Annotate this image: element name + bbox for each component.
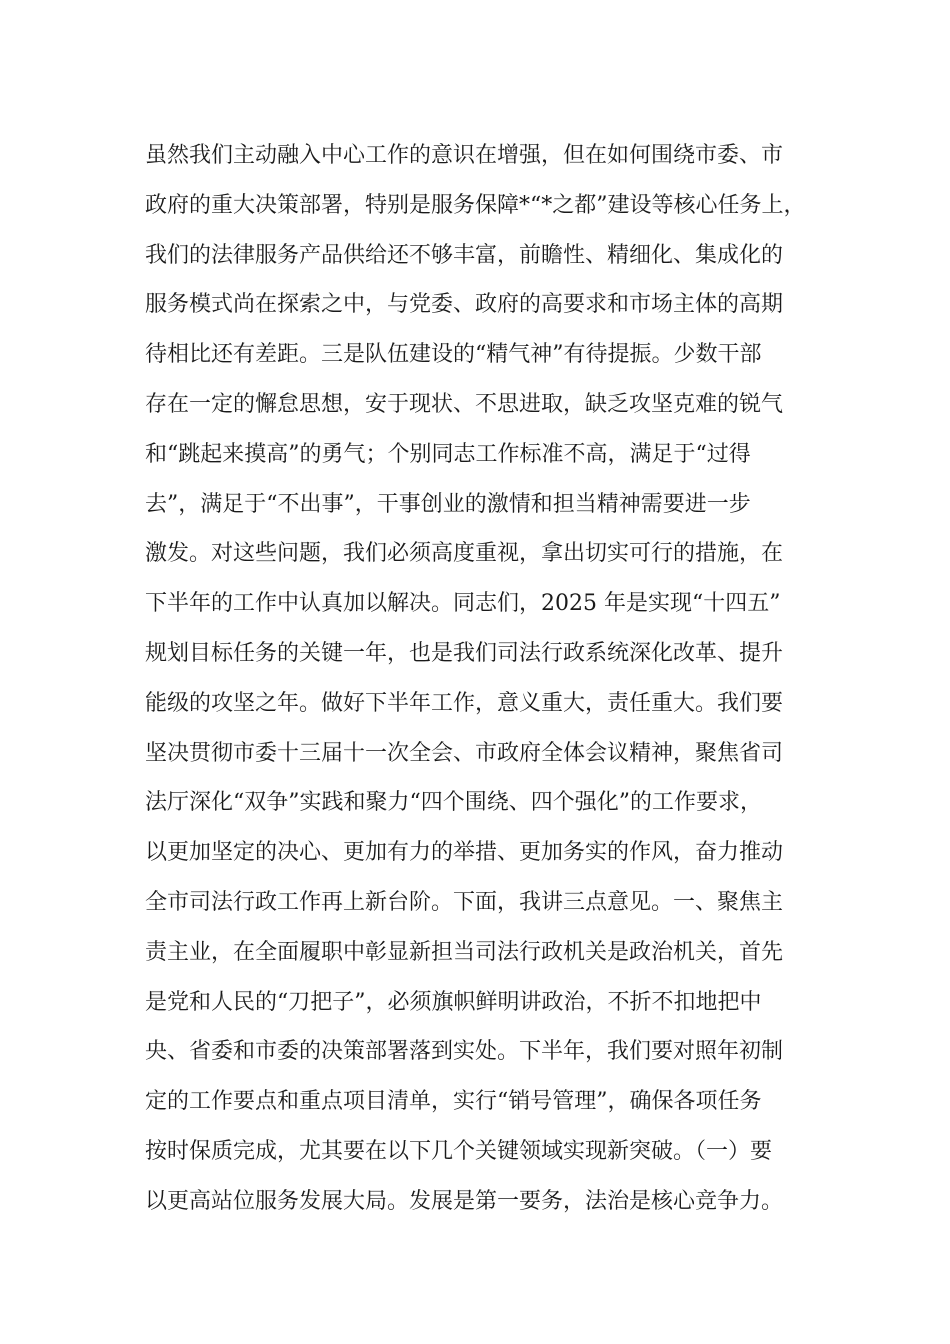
body-paragraph (145, 131, 845, 1227)
text-line: 法厅深化“双争”实践和聚力“四个围绕、四个强化”的工作要求， (145, 790, 762, 816)
text-line: 存在一定的懈怠思想，安于现状、不思进取，缺乏攻坚克难的锐气 (145, 391, 784, 417)
text-line: 以更高站位服务发展大局。发展是第一要务，法治是核心竞争力。 (145, 1188, 784, 1214)
text-line: 我们的法律服务产品供给还不够丰富，前瞻性、精细化、集成化的 (145, 242, 784, 268)
text-line: 去”，满足于“不出事”，干事创业的激情和担当精神需要进一步 (145, 491, 751, 517)
text-line: 虽然我们主动融入中心工作的意识在增强，但在如何围绕市委、市 (145, 143, 784, 168)
text-line: 定的工作要点和重点项目清单，实行“销号管理”，确保各项任务 (145, 1089, 762, 1115)
text-line: 激发。对这些问题，我们必须高度重视，拿出切实可行的措施，在 (145, 541, 784, 567)
text-line: 坚决贯彻市委十三届十一次全会、市政府全体会议精神，聚焦省司 (145, 740, 784, 766)
text-line: 服务模式尚在探索之中，与党委、政府的高要求和市场主体的高期 (145, 292, 784, 318)
text-line: 下半年的工作中认真加以解决。同志们，2025 年是实现“十四五” (145, 591, 781, 617)
text-line: 和“跳起来摸高”的勇气；个别同志工作标准不高，满足于“过得 (145, 441, 751, 467)
text-line: 政府的重大决策部署，特别是服务保障*“*之都”建设等核心任务上， (145, 192, 806, 218)
text-line: 全市司法行政工作再上新台阶。下面，我讲三点意见。一、聚焦主 (145, 889, 784, 915)
text-line: 能级的攻坚之年。做好下半年工作，意义重大，责任重大。我们要 (145, 690, 784, 716)
text-line: 责主业，在全面履职中彰显新担当司法行政机关是政治机关，首先 (145, 939, 784, 965)
text-line: 规划目标任务的关键一年，也是我们司法行政系统深化改革、提升 (145, 640, 784, 666)
text-line: 是党和人民的“刀把子”，必须旗帜鲜明讲政治，不折不扣地把中 (145, 989, 762, 1015)
text-line: 以更加坚定的决心、更加有力的举措、更加务实的作风，奋力推动 (145, 840, 784, 866)
text-line: 待相比还有差距。三是队伍建设的“精气神”有待提振。少数干部 (145, 342, 762, 368)
text-line: 按时保质完成，尤其要在以下几个关键领域实现新突破。（一）要 (145, 1138, 773, 1164)
text-line: 央、省委和市委的决策部署落到实处。下半年，我们要对照年初制 (145, 1039, 784, 1065)
